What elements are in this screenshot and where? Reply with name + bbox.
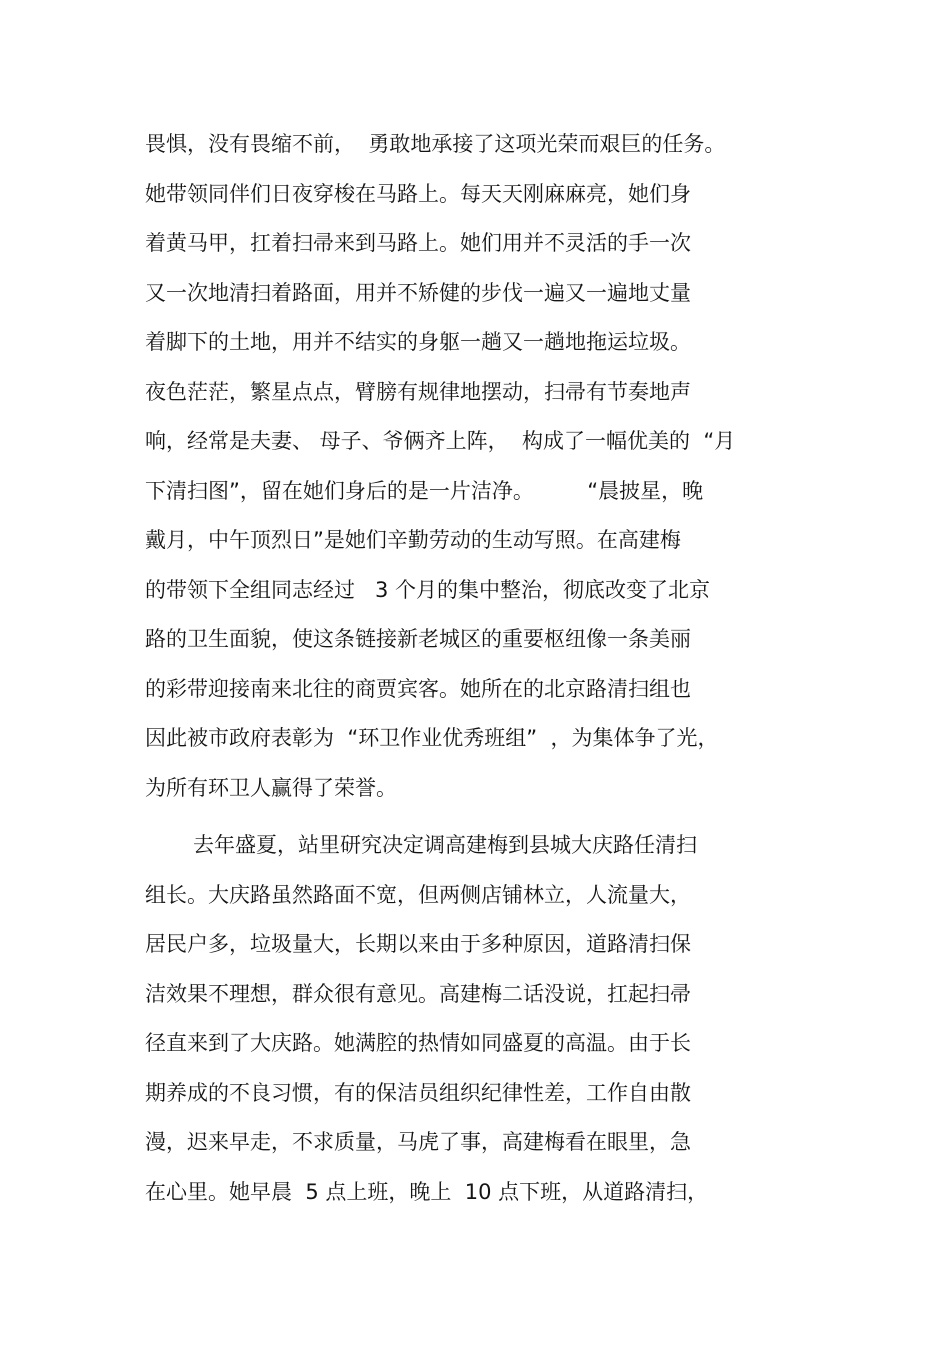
text-line: 的彩带迎接南来北往的商贾宾客。她所在的北京路清扫组也 — [145, 676, 691, 701]
text-line: 期养成的不良习惯，有的保洁员组织纪律性差，工作自由散 — [145, 1080, 691, 1105]
text-line: 漫，迟来早走，不求质量，马虎了事，高建梅看在眼里，急 — [145, 1130, 691, 1154]
text-line: 路的卫生面貌，使这条链接新老城区的重要枢纽像一条美丽 — [145, 627, 691, 651]
text-line: 洁效果不理想，群众很有意见。高建梅二话没说，扛起扫帚 — [145, 981, 691, 1006]
text-line: 的带领下全组同志经过 3 个月的集中整治，彻底改变了北京 — [145, 577, 711, 602]
text-line: 戴月，中午顶烈日”是她们辛勤劳动的生动写照。在高建梅 — [145, 528, 681, 552]
text-line: 组长。大庆路虽然路面不宽，但两侧店铺林立，人流量大， — [145, 882, 691, 907]
paragraph — [145, 821, 845, 1217]
text-line: 因此被市政府表彰为 “环卫作业优秀班组” ，为集体争了光， — [145, 726, 719, 750]
text-line: 畏惧，没有畏缩不前， 勇敢地承接了这项光荣而艰巨的任务。 — [145, 132, 726, 156]
text-line: 着脚下的土地，用并不结实的身躯一趟又一趟地拖运垃圾。 — [145, 330, 691, 354]
body-text — [145, 120, 845, 1217]
text-line: 夜色茫茫，繁星点点，臂膀有规律地摆动，扫帚有节奏地声 — [145, 379, 691, 404]
text-line: 在心里。她早晨 5 点上班，晚上 10 点下班，从道路清扫， — [145, 1179, 709, 1204]
text-line: 径直来到了大庆路。她满腔的热情如同盛夏的高温。由于长 — [145, 1031, 691, 1055]
text-line: 又一次地清扫着路面，用并不矫健的步伐一遍又一遍地丈量 — [145, 280, 691, 305]
paragraph — [145, 120, 845, 813]
paragraph-gap — [145, 813, 845, 821]
text-line: 为所有环卫人赢得了荣誉。 — [145, 775, 397, 800]
text-line: 她带领同伴们日夜穿梭在马路上。每天天刚麻麻亮，她们身 — [145, 181, 691, 206]
text-line: 居民户多，垃圾量大，长期以来由于多种原因，道路清扫保 — [145, 932, 691, 956]
text-line: 下清扫图”，留在她们身后的是一片洁净。 “晨披星，晚 — [145, 478, 704, 503]
text-line: 着黄马甲，扛着扫帚来到马路上。她们用并不灵活的手一次 — [145, 231, 691, 255]
text-line-indented: 去年盛夏，站里研究决定调高建梅到县城大庆路任清扫 — [193, 833, 697, 857]
text-line: 响，经常是夫妻、 母子、爷俩齐上阵， 构成了一幅优美的 “月 — [145, 429, 736, 453]
